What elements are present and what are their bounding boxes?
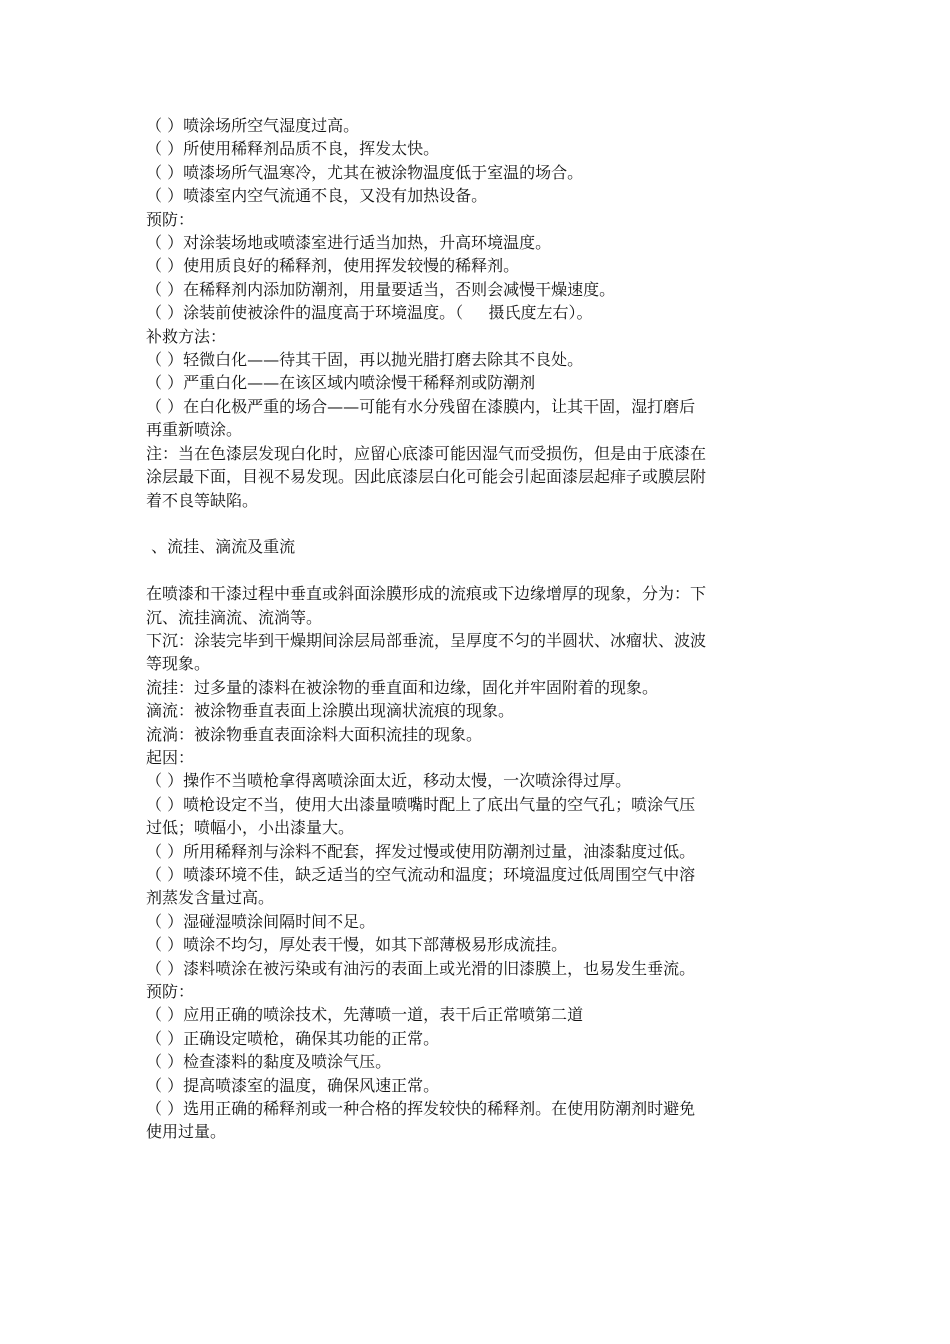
text-line: （ ）提高喷漆室的温度，确保风速正常。 <box>146 1075 440 1095</box>
text-line: （ ）操作不当喷枪拿得离喷涂面太近，移动太慢，一次喷涂得过厚。 <box>146 771 632 791</box>
text-line: （ ）喷枪设定不当，使用大出漆量喷嘴时配上了底出气量的空气孔；喷涂气压 <box>146 794 696 814</box>
text-line: （ ）使用质良好的稀释剂，使用挥发较慢的稀释剂。 <box>146 256 520 276</box>
text-line: 流挂：过多量的漆料在被涂物的垂直面和边缘，固化并牢固附着的现象。 <box>146 677 659 697</box>
chapter-heading: 、流挂、滴流及重流 <box>146 537 296 557</box>
text-line: （ ）喷漆场所气温寒冷，尤其在被涂物温度低于室温的场合。 <box>146 162 584 182</box>
text-line: 剂蒸发含量过高。 <box>146 888 275 908</box>
text-line: （ ）漆料喷涂在被污染或有油污的表面上或光滑的旧漆膜上，也易发生垂流。 <box>146 958 696 978</box>
note-line: 注：当在色漆层发现白化时，应留心底漆可能因湿气而受损伤，但是由于底漆在 <box>146 443 707 463</box>
blank-line <box>146 559 814 582</box>
text-line: 流淌：被涂物垂直表面涂料大面积流挂的现象。 <box>146 724 483 744</box>
text-line: （ ）检查漆料的黏度及喷涂气压。 <box>146 1052 392 1072</box>
text-line: （ ）喷涂不均匀，厚处表干慢，如其下部薄极易形成流挂。 <box>146 935 568 955</box>
text-line: （ ）喷漆环境不佳，缺乏适当的空气流动和温度；环境温度过低周围空气中溶 <box>146 864 696 884</box>
text-line: （ ）涂装前使被涂件的温度高于环境温度。（ 摄氏度左右）。 <box>146 303 593 323</box>
text-line: 沉、流挂滴流、流淌等。 <box>146 607 323 627</box>
text-line: 下沉：涂装完毕到干燥期间涂层局部垂流，呈厚度不匀的半圆状、冰瘤状、波波 <box>146 630 707 650</box>
text-line: （ ）轻微白化——待其干固，再以抛光腊打磨去除其不良处。 <box>146 350 584 370</box>
section-heading: 起因： <box>146 747 195 767</box>
text-line: 等现象。 <box>146 654 211 674</box>
document-page <box>146 114 814 1144</box>
text-line: （ ）应用正确的喷涂技术，先薄喷一道，表干后正常喷第二道 <box>146 1005 584 1025</box>
text-line: （ ）所使用稀释剂品质不良，挥发太快。 <box>146 139 440 159</box>
text-line: （ ）喷涂场所空气湿度过高。 <box>146 116 360 135</box>
text-line: （ ）对涂装场地或喷漆室进行适当加热，升高环境温度。 <box>146 233 552 253</box>
text-line: 在喷漆和干漆过程中垂直或斜面涂膜形成的流痕或下边缘增厚的现象，分为：下 <box>146 584 707 604</box>
text-line: （ ）在白化极严重的场合——可能有水分残留在漆膜内，让其干固，湿打磨后 <box>146 396 696 416</box>
text-line: （ ）严重白化——在该区域内喷涂慢干稀释剂或防潮剂 <box>146 373 536 393</box>
section-heading: 预防： <box>146 209 195 229</box>
text-line: （ ）正确设定喷枪，确保其功能的正常。 <box>146 1028 440 1048</box>
text-line: （ ）湿碰湿喷涂间隔时间不足。 <box>146 911 376 931</box>
text-line: （ ）所用稀释剂与涂料不配套，挥发过慢或使用防潮剂过量，油漆黏度过低。 <box>146 841 696 861</box>
text-line: 再重新喷涂。 <box>146 420 243 440</box>
text-line: 使用过量。 <box>146 1122 227 1142</box>
text-line: 滴流：被涂物垂直表面上涂膜出现滴状流痕的现象。 <box>146 701 515 721</box>
note-line: 着不良等缺陷。 <box>146 490 259 510</box>
text-line: （ ）选用正确的稀释剂或一种合格的挥发较快的稀释剂。在使用防潮剂时避免 <box>146 1099 696 1119</box>
section-heading: 补救方法： <box>146 326 227 346</box>
text-line: （ ）在稀释剂内添加防潮剂，用量要适当，否则会减慢干燥速度。 <box>146 279 616 299</box>
text-line: 过低；喷幅小，小出漆量大。 <box>146 818 355 838</box>
text-line: （ ）喷漆室内空气流通不良，又没有加热设备。 <box>146 186 488 206</box>
blank-line <box>146 512 814 535</box>
section-heading: 预防： <box>146 982 195 1001</box>
note-line: 涂层最下面，目视不易发现。因此底漆层白化可能会引起面漆层起痱子或膜层附 <box>146 467 707 487</box>
